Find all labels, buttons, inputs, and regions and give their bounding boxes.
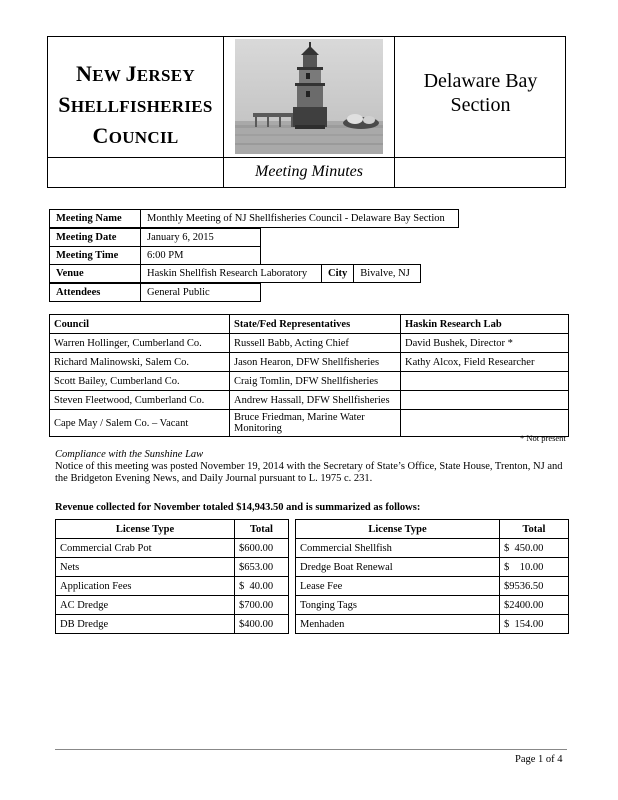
meeting-name-row: Meeting Name Monthly Meeting of NJ Shellfisheries Council - Delaware Bay Section bbox=[50, 210, 459, 228]
venue-table: Venue Haskin Shellfish Research Laboratory City Bivalve, NJ bbox=[49, 264, 421, 283]
lighthouse-photo bbox=[235, 39, 383, 154]
meeting-minutes-label: Meeting Minutes bbox=[255, 163, 363, 180]
table-row: Scott Bailey, Cumberland Co. Craig Tomlin, DFW Shellfisheries bbox=[50, 372, 569, 391]
table-row: Nets $653.00 Dredge Boat Renewal $ 10.00 bbox=[56, 558, 569, 577]
revenue-header-row: License Type Total License Type Total bbox=[56, 520, 569, 539]
attendees-table: Attendees General Public bbox=[49, 283, 261, 302]
table-row: DB Dredge $400.00 Menhaden $ 154.00 bbox=[56, 615, 569, 634]
compliance-heading: Compliance with the Sunshine Law bbox=[55, 449, 204, 460]
meeting-date-value: January 6, 2015 bbox=[141, 229, 261, 247]
not-present-note: * Not present bbox=[520, 433, 566, 443]
meeting-name-value: Monthly Meeting of NJ Shellfisheries Council - Delaware Bay Section bbox=[141, 210, 459, 228]
table-row: AC Dredge $700.00 Tonging Tags $2400.00 bbox=[56, 596, 569, 615]
city-value: Bivalve, NJ bbox=[354, 265, 421, 283]
meeting-time-value: 6:00 PM bbox=[141, 247, 261, 265]
compliance-text: Notice of this meeting was posted November 19, 2014 with the Secretary of State’s Office, State House, Trenton, NJ and the Bridgeton Evening News, and Daily Journal pursuant to L. 1975 c. 231. bbox=[55, 461, 563, 484]
header-block bbox=[47, 36, 566, 188]
revenue-table bbox=[55, 519, 569, 634]
attendees-value: General Public bbox=[141, 284, 261, 302]
table-row: Steven Fleetwood, Cumberland Co. Andrew Hassall, DFW Shellfisheries bbox=[50, 391, 569, 410]
meeting-info-table bbox=[49, 209, 459, 228]
attendance-table bbox=[49, 314, 569, 437]
page-number: Page 1 of 4 bbox=[515, 754, 563, 765]
table-row: Richard Malinowski, Salem Co. Jason Hearon, DFW Shellfisheries Kathy Alcox, Field Researcher bbox=[50, 353, 569, 372]
table-row: Cape May / Salem Co. – Vacant Bruce Friedman, Marine Water Monitoring bbox=[50, 410, 569, 437]
table-row: Application Fees $ 40.00 Lease Fee $9536.50 bbox=[56, 577, 569, 596]
table-row: Warren Hollinger, Cumberland Co. Russell Babb, Acting Chief David Bushek, Director * bbox=[50, 334, 569, 353]
meeting-date-time-table: Meeting Date January 6, 2015 Meeting Time 6:00 PM bbox=[49, 228, 261, 265]
council-title: NEW JERSEY SHELLFISHERIES COUNCIL bbox=[58, 61, 213, 148]
revenue-heading: Revenue collected for November totaled $14,943.50 and is summarized as follows: bbox=[55, 502, 421, 513]
footer-divider bbox=[55, 749, 567, 750]
section-title: Delaware Bay Section bbox=[423, 70, 538, 116]
table-row: Commercial Crab Pot $600.00 Commercial Shellfish $ 450.00 bbox=[56, 539, 569, 558]
venue-value: Haskin Shellfish Research Laboratory bbox=[141, 265, 322, 283]
attendance-header-row: Council State/Fed Representatives Haskin Research Lab bbox=[50, 315, 569, 334]
